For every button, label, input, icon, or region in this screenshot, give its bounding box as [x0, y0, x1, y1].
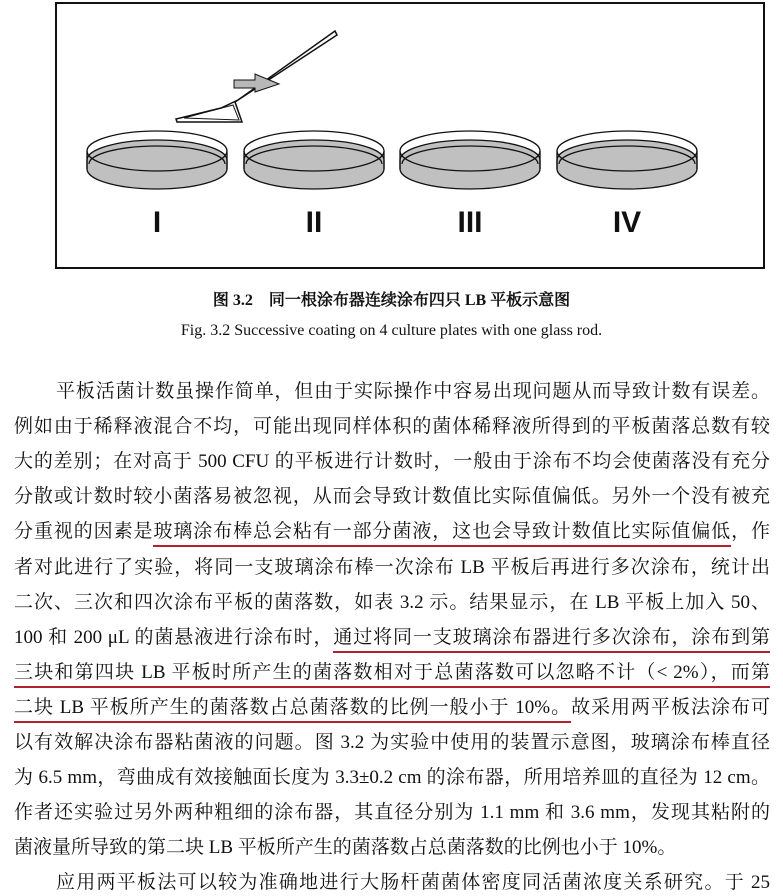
- text-segment: 作者还实验过另外两种粗细的涂布器，其直径分别为 1.1 mm 和 3.6 mm，发现其粘附的: [14, 802, 770, 824]
- underlined-text: 三块和第四块 LB 平板时所产生的菌落数相对于总菌落数可以忽略不计（< 2%），而第: [14, 662, 770, 688]
- plate-label: I: [152, 206, 162, 239]
- text-segment: 100 和 200 μL 的菌悬液进行涂布时，: [14, 626, 334, 648]
- culture-plate-1: [87, 131, 227, 239]
- text-line: [14, 730, 770, 756]
- text-line: [14, 590, 770, 616]
- figure-caption-english: Fig. 3.2 Successive coating on 4 culture plates with one glass rod.: [180, 322, 603, 339]
- text-segment: 以有效解决涂布器粘菌液的问题。图 3.2 为实验中使用的装置示意图，玻璃涂布棒直径: [14, 732, 770, 753]
- text-line: [14, 414, 770, 440]
- underlined-text: 玻璃涂布棒总会粘有一部分菌液，这也会导致计数值比实际值偏低: [153, 521, 731, 547]
- text-line: [14, 555, 770, 581]
- text-segment: 分散或计数时较小菌落易被忽视，从而会导致计数值比实际值偏低。另外一个没有被充: [14, 486, 770, 508]
- text-segment: 者对此进行了实验，将同一支玻璃涂布棒一次涂布 LB 平板后再进行多次涂布，统计出: [14, 556, 770, 578]
- plate-label: IV: [612, 206, 642, 239]
- text-line: [14, 765, 770, 791]
- text-line: [56, 379, 770, 405]
- text-segment: 为 6.5 mm，弯曲成有效接触面长度为 3.3±0.2 cm 的涂布器，所用培养皿的直径为 12 cm。: [14, 767, 770, 789]
- text-segment: 例如由于稀释液混合不均，可能出现同样体积的菌体稀释液所得到的平板菌落总数有较: [14, 416, 770, 438]
- text-line: [14, 660, 770, 686]
- text-line: [14, 695, 770, 721]
- text-line: [14, 835, 770, 861]
- text-segment: ，作: [731, 521, 770, 543]
- text-line: [14, 625, 770, 651]
- text-line: [14, 519, 770, 545]
- culture-plate-2: [244, 131, 384, 239]
- text-segment: 故采用两平板法涂布可: [571, 696, 770, 718]
- text-line: [14, 449, 770, 475]
- plate-label: III: [457, 206, 483, 239]
- figure-caption-chinese: 图 3.2 同一根涂布器连续涂布四只 LB 平板示意图: [212, 292, 571, 309]
- text-line: [56, 870, 770, 896]
- text-segment: 菌液量所导致的第二块 LB 平板所产生的菌落数占总菌落数的比例也小于 10%。: [14, 837, 677, 859]
- text-segment: 平板活菌计数虽操作简单，但由于实际操作中容易出现问题从而导致计数有误差。: [56, 381, 770, 402]
- text-segment: 分重视的因素是: [14, 521, 154, 543]
- figure-plates-diagram: [55, 2, 765, 269]
- text-line: [14, 800, 770, 826]
- culture-plate-3: [400, 131, 540, 239]
- text-segment: 大的差别；在对高于 500 CFU 的平板进行计数时，一般由于涂布不均会使菌落没有充分: [14, 451, 770, 473]
- culture-plate-4: [557, 131, 697, 239]
- text-segment: 应用两平板法可以较为准确地进行大肠杆菌菌体密度同活菌浓度关系研究。于 25: [56, 872, 770, 894]
- text-line: [14, 484, 770, 510]
- text-segment: 二次、三次和四次涂布平板的菌落数，如表 3.2 示。结果显示，在 LB 平板上加入 50、: [14, 591, 770, 613]
- underlined-text: 二块 LB 平板所产生的菌落数占总菌落数的比例一般小于 10%。: [14, 697, 571, 723]
- plates-illustration: [57, 4, 763, 267]
- plate-label: II: [305, 206, 323, 239]
- underlined-text: 通过将同一支玻璃涂布器进行多次涂布，涂布到第: [333, 627, 770, 653]
